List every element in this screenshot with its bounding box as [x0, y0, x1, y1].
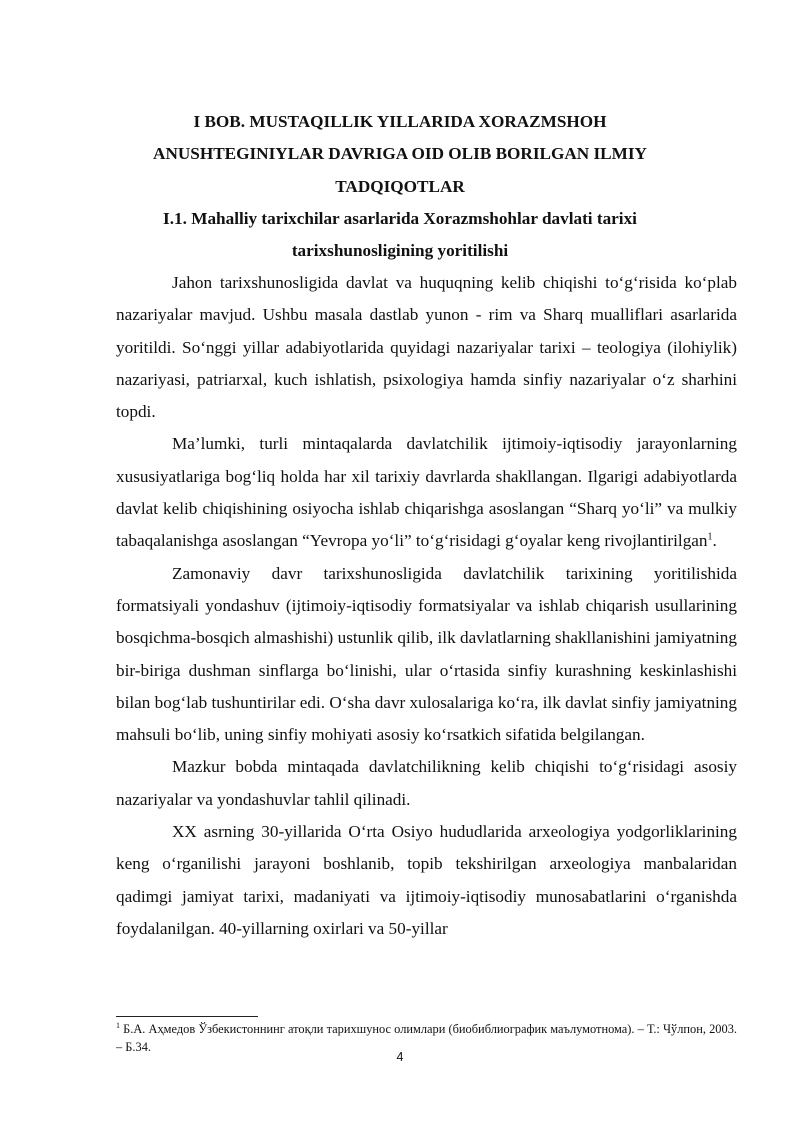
page-number: 4 [396, 1050, 404, 1064]
paragraph: XX asrning 30-yillarida O‘rta Osiyo hududlarida arxeologiya yodgorliklarining keng o‘rganilishi jarayoni boshlanib, topib tekshirilgan arxeologiya manbalaridan qadimgi jamiyat tarixi, madaniyati va ijtimoiy-iqtisodiy munosabatlarini o‘rganishda foydalanilgan. 40-yillarning oxirlari va 50-yillar [116, 822, 737, 938]
footnote-marker: 1 [116, 1020, 120, 1030]
footnote-separator [116, 1016, 258, 1017]
section-title: I.1. Mahalliy tarixchilar asarlarida Xorazmshohlar davlati tarixi tarixshunosligining yoritilishi [163, 209, 637, 261]
paragraph: Jahon tarixshunosligida davlat va huquqning kelib chiqishi to‘g‘risida ko‘plab nazariyalar mavjud. Ushbu masala dastlab yunon - rim va Sharq mualliflari asarlarida yoritildi. So‘nggi yillar adabiyotlarida quyidagi nazariyalar tarixi – teologiya (ilohiylik) nazariyasi, patriarxal, kuch ishlatish, psixologiya hamda sinfiy nazariyalar o‘z sharhini topdi. [116, 273, 737, 422]
paragraph: Zamonaviy davr tarixshunosligida davlatchilik tarixining yoritilishida formatsiyali yondashuv (ijtimoiy-iqtisodiy formatsiyalar va ishlab chiqarish usullarining bosqichma-bosqich almashishi) ustunlik qilib, ilk davlatlarning shakllanishini jamiyatning bir-biriga dushman sinflarga bo‘linishi, ular o‘rtasida sinfiy kurashning keskinlashishi bilan bog‘lab tushuntirilar edi. O‘sha davr xulosalariga ko‘ra, ilk davlat sinfiy jamiyatning mahsuli bo‘lib, uning sinfiy mohiyati asosiy ko‘rsatkich sifatida belgilangan. [116, 563, 737, 745]
paragraph [116, 428, 737, 557]
paragraph-text: Ma’lumki, turli mintaqalarda davlatchilik ijtimoiy-iqtisodiy jarayonlarning xususiyatlariga bog‘liq holda har xil tarixiy davrlarda shakllangan. Ilgarigi adabiyotlarda davlat kelib chiqishining osiyocha ishlab chiqarishga asoslangan “Sharq yo‘li” va mulkiy tabaqalanishga asoslangan “Yevropa yo‘li” to‘g‘risidagi g‘oyalar keng rivojlantirilgan [116, 434, 737, 551]
body-text [116, 267, 737, 945]
footnote-text: Б.А. Аҳмедов Ўзбекистоннинг атоқли тарихшунос олимлари (биобиблиографик маълумотнома). – Т.: Чўлпон, 2003. – Б.34. [116, 1022, 737, 1054]
paragraph-end: . [712, 531, 717, 551]
paragraph: Mazkur bobda mintaqada davlatchilikning kelib chiqishi to‘g‘risidagi asosiy nazariyalar va yondashuvlar tahlil qilinadi. [116, 757, 737, 809]
footnote-reference[interactable]: 1 [707, 531, 713, 543]
chapter-title: I BOB. MUSTAQILLIK YILLARIDA XORAZMSHOH ANUSHTEGINIYLAR DAVRIGA OID OLIB BORILGAN ILMIY TADQIQOTLAR [153, 112, 647, 196]
